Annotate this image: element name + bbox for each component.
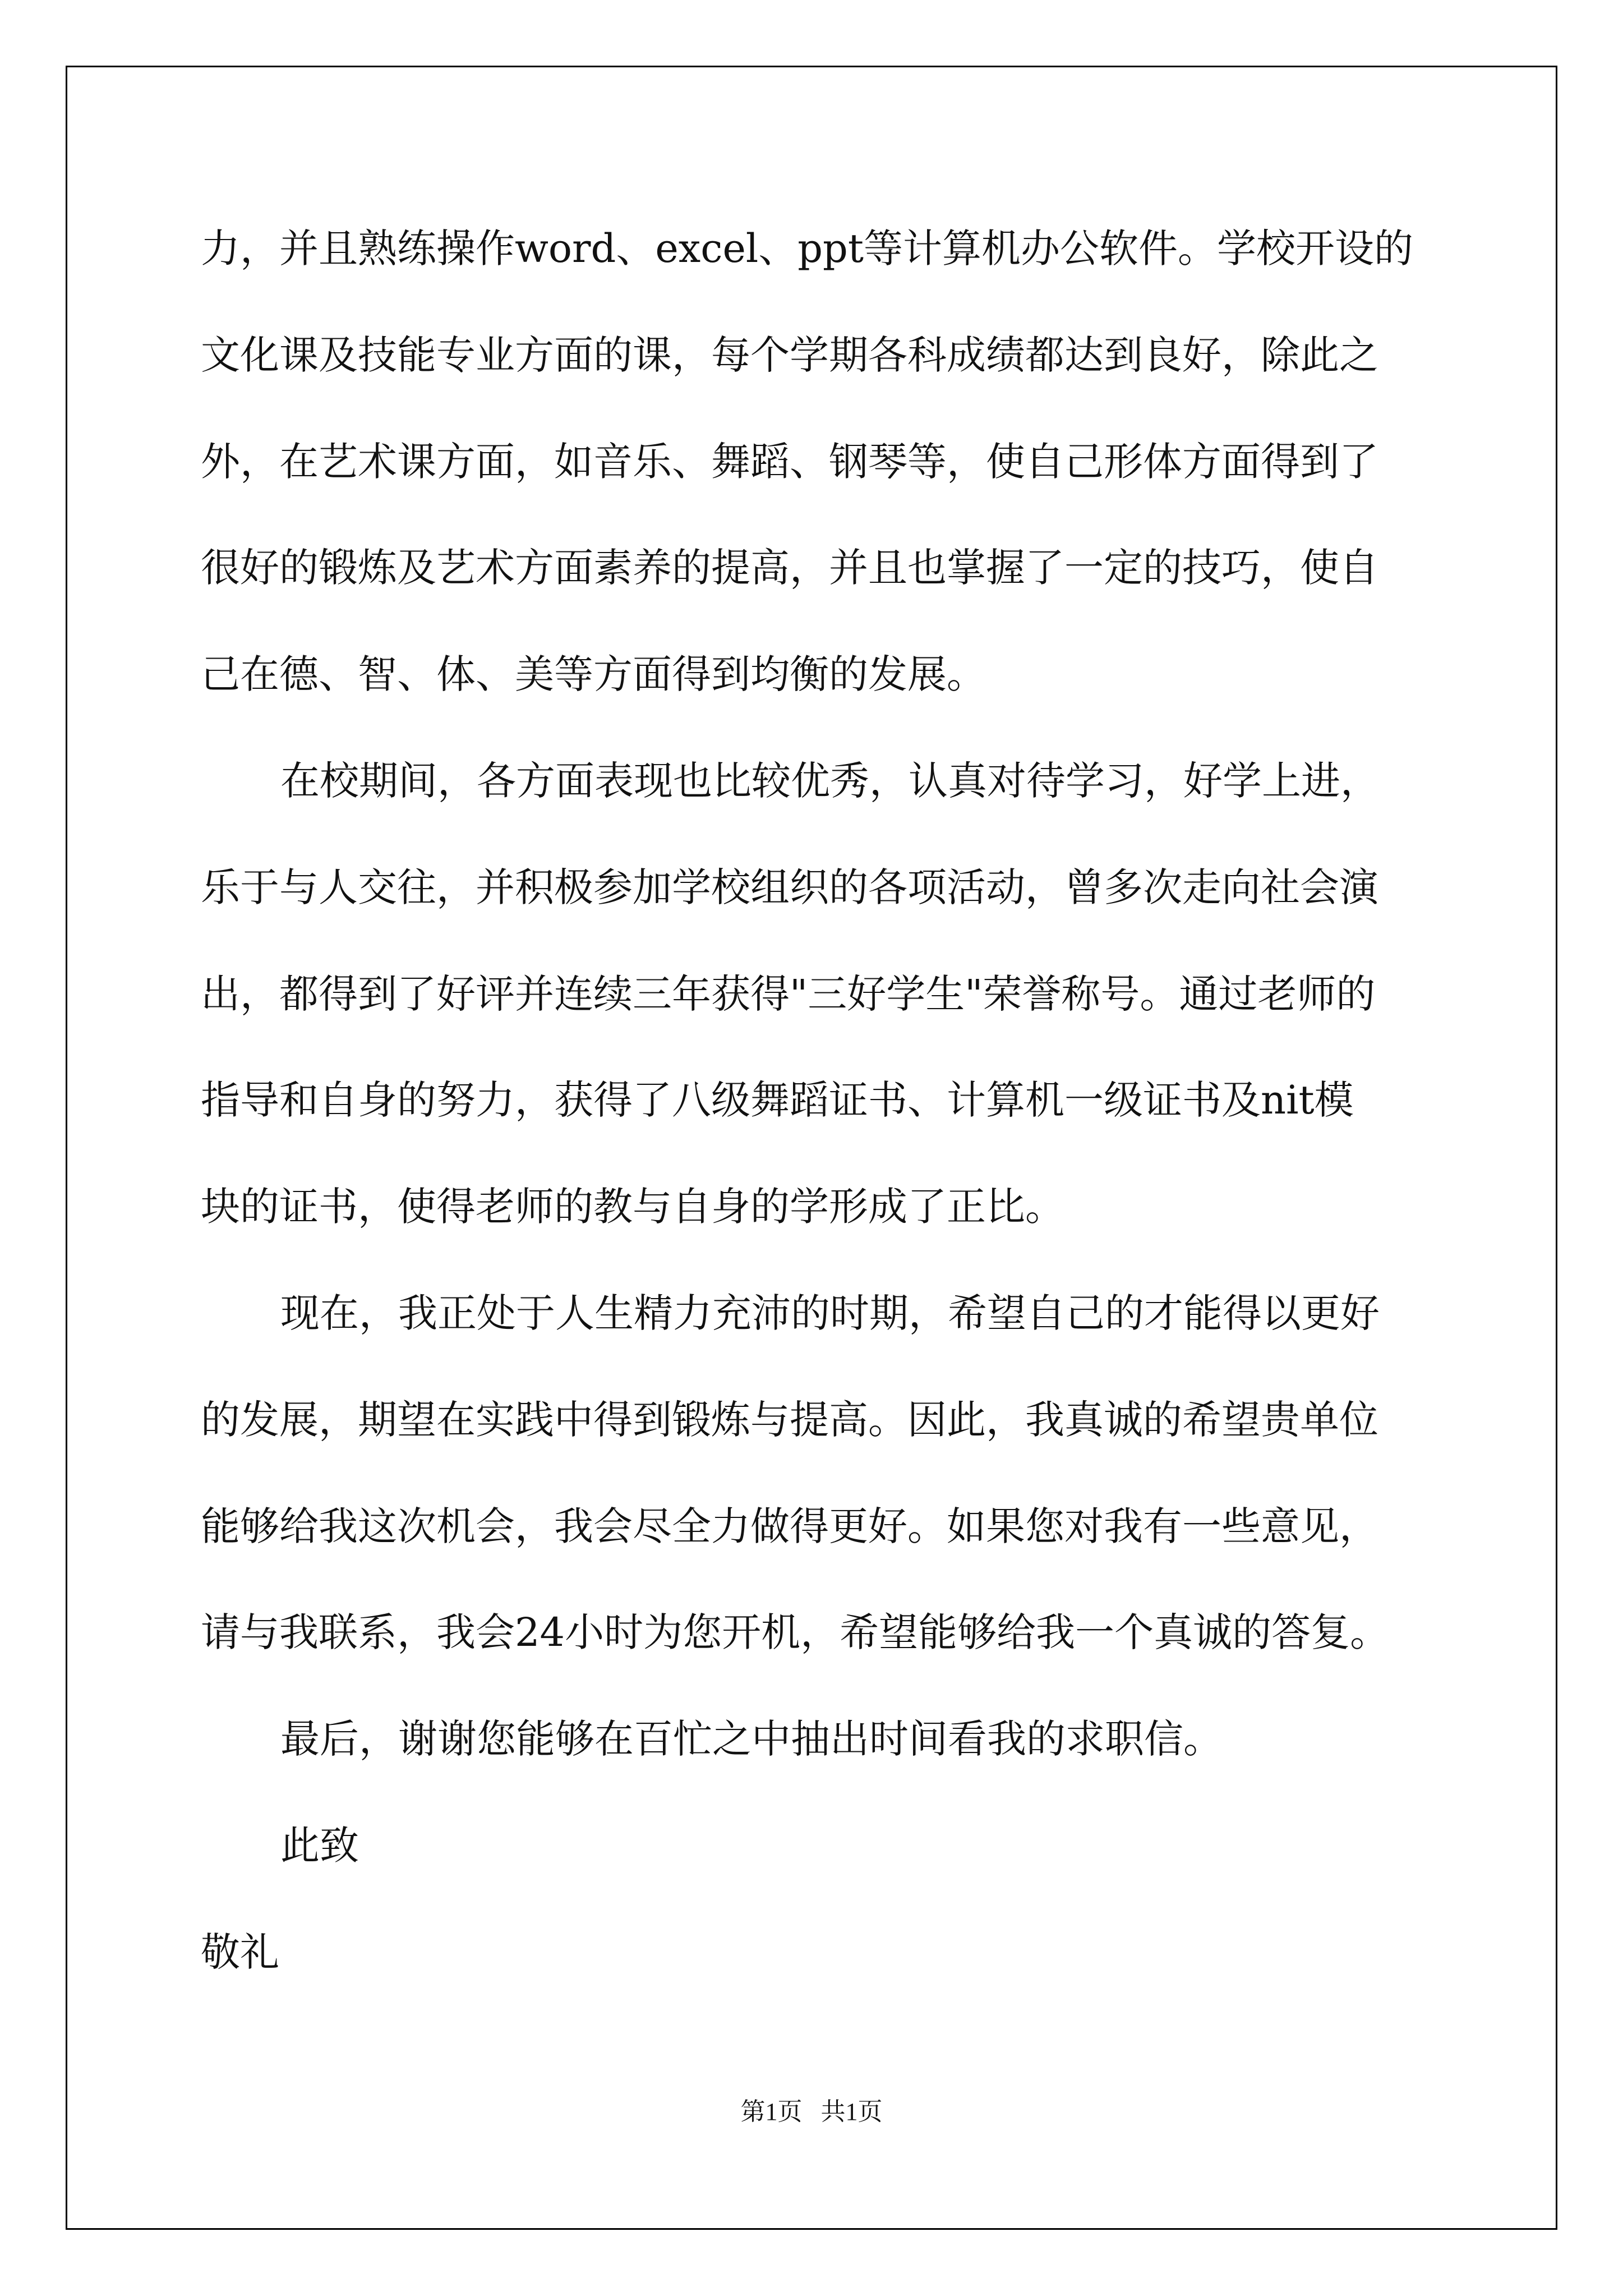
closing-regards: 敬礼 xyxy=(201,1929,279,1975)
closing-salutation: 此致 xyxy=(280,1823,359,1869)
text-line: 出，都得到了好评并连续三年获得"三好学生"荣誉称号。通过老师的 xyxy=(201,971,1376,1017)
text-line: 指导和自身的努力，获得了八级舞蹈证书、计算机一级证书及nit模 xyxy=(201,1077,1354,1123)
paragraph-first-line: 现在，我正处于人生精力充沛的时期，希望自己的才能得以更好 xyxy=(280,1290,1380,1336)
text-line: 文化课及技能专业方面的课，每个学期各科成绩都达到良好，除此之 xyxy=(201,332,1378,378)
text-line: 块的证书，使得老师的教与自身的学形成了正比。 xyxy=(201,1184,1064,1230)
text-line: 力，并且熟练操作word、excel、ppt等计算机办公软件。学校开设的 xyxy=(201,226,1414,272)
text-line: 乐于与人交往，并积极参加学校组织的各项活动，曾多次走向社会演 xyxy=(201,864,1378,910)
text-line: 能够给我这次机会，我会尽全力做得更好。如果您对我有一些意见， xyxy=(201,1503,1378,1549)
closing-thanks: 最后，谢谢您能够在百忙之中抽出时间看我的求职信。 xyxy=(280,1716,1223,1762)
text-line: 外，在艺术课方面，如音乐、舞蹈、钢琴等，使自己形体方面得到了 xyxy=(201,439,1378,485)
page-number-footer: 第1页 共1页 xyxy=(740,2098,883,2125)
text-line: 的发展，期望在实践中得到锻炼与提高。因此，我真诚的希望贵单位 xyxy=(201,1397,1378,1443)
text-line: 请与我联系，我会24小时为您开机，希望能够给我一个真诚的答复。 xyxy=(201,1609,1390,1655)
text-line: 很好的锻炼及艺术方面素养的提高，并且也掌握了一定的技巧，使自 xyxy=(201,545,1378,591)
text-line: 己在德、智、体、美等方面得到均衡的发展。 xyxy=(201,651,986,697)
page-border xyxy=(66,66,1557,2230)
paragraph-first-line: 在校期间，各方面表现也比较优秀，认真对待学习，好学上进， xyxy=(280,758,1380,804)
